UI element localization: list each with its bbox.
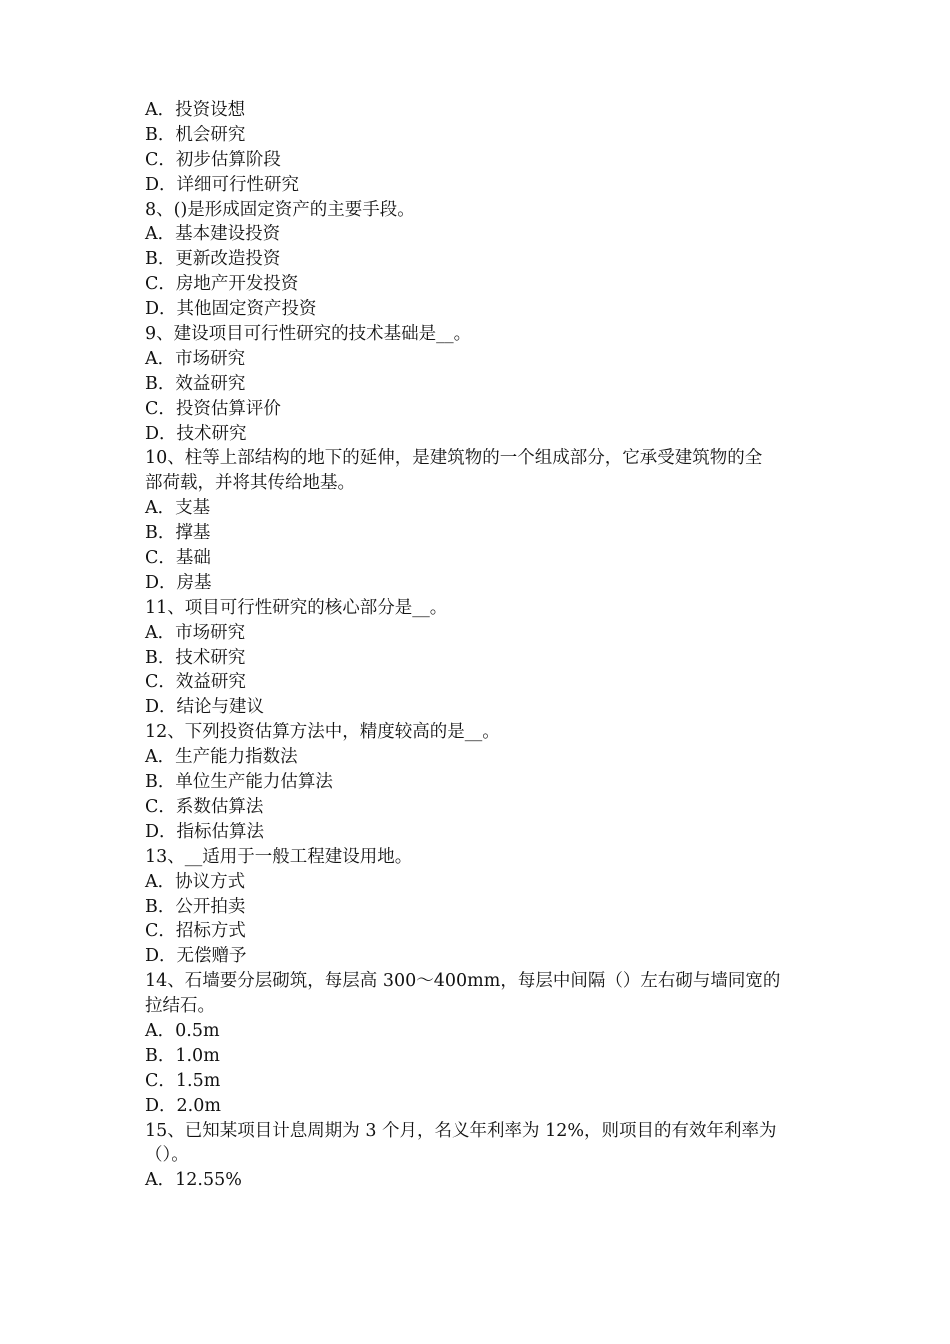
question-10-line-2: 部荷载，并将其传给地基。 xyxy=(145,473,355,494)
option-line: A．基本建设投资 xyxy=(145,224,281,245)
option-line: A．12.55% xyxy=(145,1170,242,1191)
option-line: D．其他固定资产投资 xyxy=(145,299,317,320)
option-line: D．房基 xyxy=(145,572,212,593)
option-line: A．协议方式 xyxy=(145,871,246,892)
option-line: D．技术研究 xyxy=(145,423,247,444)
question-8: 8、()是形成固定资产的主要手段。 xyxy=(145,199,415,220)
option-line: A．市场研究 xyxy=(145,622,246,643)
question-15-line-2: （）。 xyxy=(145,1145,189,1166)
question-12: 12、下列投资估算方法中，精度较高的是__。 xyxy=(145,722,500,743)
option-line: D．无偿赠予 xyxy=(145,946,247,967)
question-11: 11、项目可行性研究的核心部分是__。 xyxy=(145,597,448,618)
option-line: B．1.0m xyxy=(145,1045,220,1066)
option-line: A．支基 xyxy=(145,498,211,519)
option-line: C．房地产开发投资 xyxy=(145,274,299,295)
option-line: C．效益研究 xyxy=(145,672,246,693)
option-line: C．系数估算法 xyxy=(145,796,264,817)
question-10-line-1: 10、柱等上部结构的地下的延伸，是建筑物的一个组成部分，它承受建筑物的全 xyxy=(145,448,763,469)
question-13: 13、__适用于一般工程建设用地。 xyxy=(145,846,413,867)
option-line: B．撑基 xyxy=(145,523,211,544)
question-9: 9、建设项目可行性研究的技术基础是__。 xyxy=(145,324,472,345)
question-14-line-2: 拉结石。 xyxy=(145,996,215,1017)
option-line: B．技术研究 xyxy=(145,647,246,668)
option-line: A．投资设想 xyxy=(145,100,246,120)
option-line: B．公开拍卖 xyxy=(145,896,246,917)
option-line: A．0.5m xyxy=(145,1020,220,1041)
option-line: B．更新改造投资 xyxy=(145,249,281,270)
option-line: D．2.0m xyxy=(145,1095,221,1116)
question-14-line-1: 14、石墙要分层砌筑，每层高 300～400mm，每层中间隔（）左右砌与墙同宽的 xyxy=(145,971,781,992)
option-line: B．效益研究 xyxy=(145,373,246,394)
option-line: C．1.5m xyxy=(145,1070,221,1091)
question-15-line-1: 15、已知某项目计息周期为 3 个月，名义年利率为 12%，则项目的有效年利率为 xyxy=(145,1120,777,1141)
option-line: B．单位生产能力估算法 xyxy=(145,772,333,793)
option-line: A．市场研究 xyxy=(145,348,246,369)
option-line: B．机会研究 xyxy=(145,124,246,145)
option-line: D．指标估算法 xyxy=(145,821,265,842)
option-line: C．初步估算阶段 xyxy=(145,149,281,170)
option-line: D．结论与建议 xyxy=(145,697,265,718)
option-line: C．招标方式 xyxy=(145,921,246,942)
option-line: C．投资估算评价 xyxy=(145,398,281,419)
option-line: C．基础 xyxy=(145,548,211,569)
exam-question-list xyxy=(145,98,815,1193)
option-line: D．详细可行性研究 xyxy=(145,174,300,195)
option-line: A．生产能力指数法 xyxy=(145,747,298,768)
